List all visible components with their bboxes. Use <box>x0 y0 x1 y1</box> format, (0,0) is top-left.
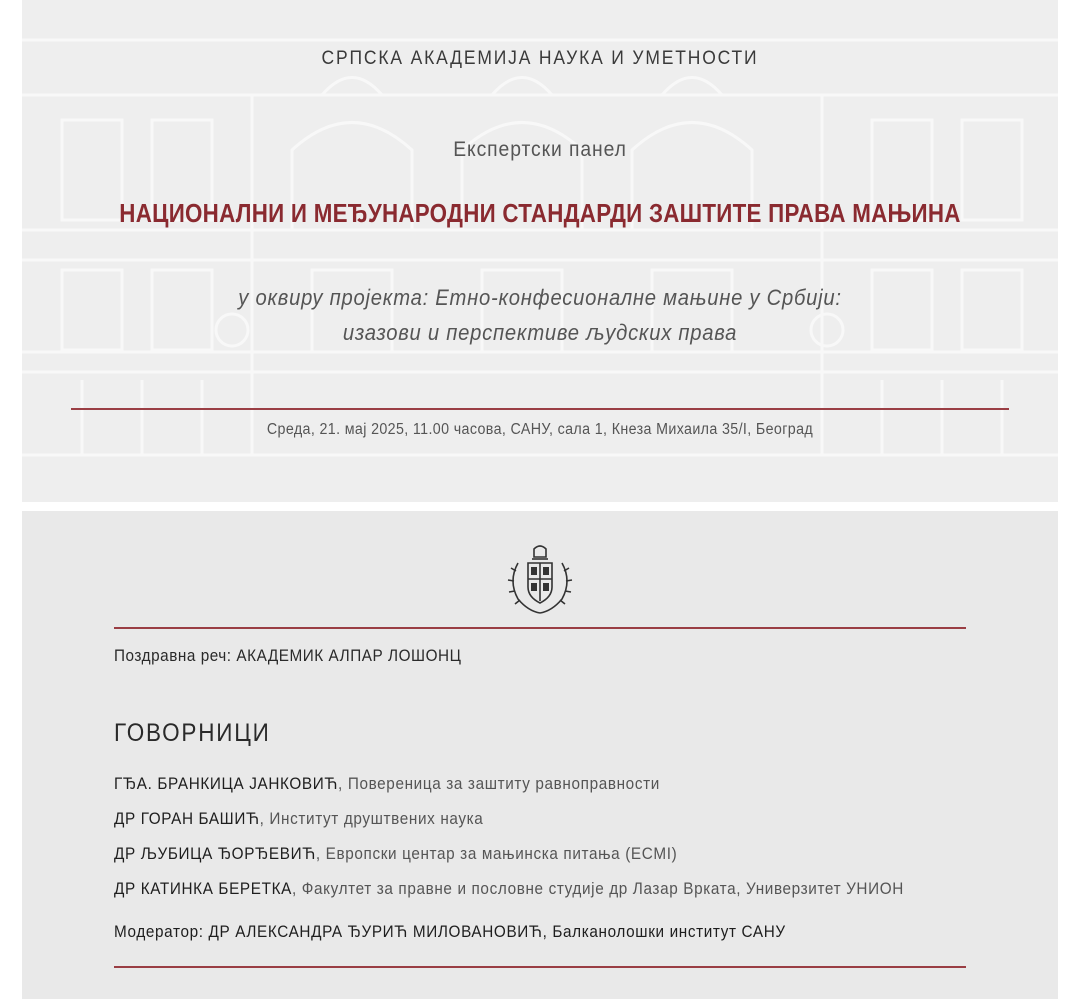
speaker-name: ГЂА. БРАНКИЦА ЈАНКОВИЋ <box>114 774 339 793</box>
program-panel <box>22 511 1058 999</box>
header-divider <box>71 408 1009 410</box>
moderator: Модератор: ДР АЛЕКСАНДРА ЂУРИЋ МИЛОВАНОВИЋ, Балканолошки институт САНУ <box>114 922 786 941</box>
greeting-label: Поздравна реч: <box>114 646 237 665</box>
project-description <box>63 280 1016 350</box>
greeting-speaker <box>114 646 462 666</box>
speaker-name: ДР ГОРАН БАШИЋ <box>114 809 260 828</box>
speaker-affiliation: , Европски центар за мањинска питања (ECMI) <box>315 844 678 863</box>
speaker-item <box>114 774 660 794</box>
institution-name: СРПСКА АКАДЕМИЈА НАУКА И УМЕТНОСТИ <box>321 48 759 69</box>
date-location: Среда, 21. мај 2025, 11.00 часова, САНУ, сала 1, Кнеза Михаила 35/I, Београд <box>266 421 814 438</box>
speaker-name: ДР ЉУБИЦА ЂОРЂЕВИЋ <box>114 844 316 863</box>
speaker-item <box>114 809 483 829</box>
greeting-name: АКАДЕМИК АЛПАР ЛОШОНЦ <box>236 646 462 665</box>
header-panel <box>22 0 1058 502</box>
speaker-name: ДР КАТИНКА БЕРЕТКА <box>114 879 292 898</box>
event-title: НАЦИОНАЛНИ И МЕЂУНАРОДНИ СТАНДАРДИ ЗАШТИТЕ ПРАВА МАЊИНА <box>119 198 961 228</box>
speaker-item <box>114 879 904 899</box>
speakers-heading: ГОВОРНИЦИ <box>114 719 271 747</box>
project-line-1: у оквиру пројекта: Етно-конфесионалне мањине у Србији: <box>238 285 842 310</box>
speaker-item <box>114 844 677 864</box>
speaker-affiliation: , Факултет за правне и пословне студије др Лазар Врката, Универзитет УНИОН <box>291 879 904 898</box>
project-line-2: изазови и перспективе људских права <box>342 320 738 345</box>
program-divider-top <box>114 627 966 629</box>
program-divider-bottom <box>114 966 966 968</box>
speaker-affiliation: , Повереница за заштиту равноправности <box>338 774 660 793</box>
sanu-emblem-icon <box>504 541 576 617</box>
event-type: Експертски панел <box>453 138 627 161</box>
speaker-affiliation: , Институт друштвених наука <box>259 809 484 828</box>
